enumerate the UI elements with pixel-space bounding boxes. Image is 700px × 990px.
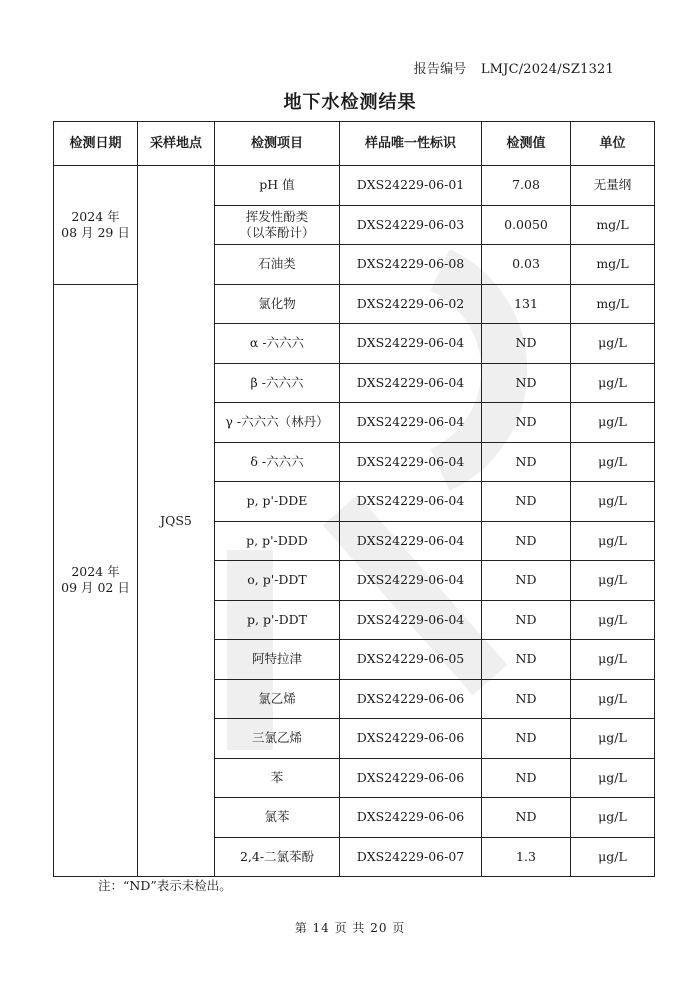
item-cell: 2,4-二氯苯酚 xyxy=(215,837,340,877)
unit-cell: μg/L xyxy=(571,719,655,759)
sample-id-cell: DXS24229-06-01 xyxy=(340,166,482,206)
value-cell: ND xyxy=(482,403,571,443)
item-cell: 阿特拉津 xyxy=(215,640,340,680)
sample-id-cell: DXS24229-06-04 xyxy=(340,561,482,601)
sample-id-cell: DXS24229-06-04 xyxy=(340,324,482,364)
sample-id-cell: DXS24229-06-06 xyxy=(340,758,482,798)
unit-cell: μg/L xyxy=(571,442,655,482)
sample-id-cell: DXS24229-06-04 xyxy=(340,403,482,443)
location-cell: JQS5 xyxy=(138,166,215,877)
footnote: 注：“ND”表示未检出。 xyxy=(98,878,232,893)
sample-id-cell: DXS24229-06-04 xyxy=(340,363,482,403)
report-number-value: LMJC/2024/SZ1321 xyxy=(480,62,614,77)
page-title: 地下水检测结果 xyxy=(283,92,417,113)
page-footer: 第 14 页 共 20 页 xyxy=(294,921,406,935)
unit-cell: mg/L xyxy=(571,245,655,285)
unit-cell: μg/L xyxy=(571,679,655,719)
item-cell: 苯 xyxy=(215,758,340,798)
value-cell: 0.03 xyxy=(482,245,571,285)
item-cell: 氯苯 xyxy=(215,798,340,838)
unit-cell: mg/L xyxy=(571,205,655,245)
unit-cell: μg/L xyxy=(571,482,655,522)
sample-id-cell: DXS24229-06-05 xyxy=(340,640,482,680)
item-cell: 石油类 xyxy=(215,245,340,285)
column-header-sample-id: 样品唯一性标识 xyxy=(340,122,482,166)
value-cell: ND xyxy=(482,719,571,759)
value-cell: ND xyxy=(482,798,571,838)
sample-id-cell: DXS24229-06-04 xyxy=(340,521,482,561)
unit-cell: μg/L xyxy=(571,363,655,403)
unit-cell: mg/L xyxy=(571,284,655,324)
unit-cell: μg/L xyxy=(571,403,655,443)
unit-cell: μg/L xyxy=(571,600,655,640)
unit-cell: 无量纲 xyxy=(571,166,655,206)
value-cell: 0.0050 xyxy=(482,205,571,245)
unit-cell: μg/L xyxy=(571,640,655,680)
sample-id-cell: DXS24229-06-04 xyxy=(340,482,482,522)
value-cell: ND xyxy=(482,758,571,798)
date-cell: 2024 年 08 月 29 日 xyxy=(54,166,138,285)
item-cell: p, p'-DDD xyxy=(215,521,340,561)
column-header-value: 检测值 xyxy=(482,122,571,166)
value-cell: 1.3 xyxy=(482,837,571,877)
value-cell: ND xyxy=(482,324,571,364)
column-header-item: 检测项目 xyxy=(215,122,340,166)
sample-id-cell: DXS24229-06-04 xyxy=(340,600,482,640)
item-cell: γ -六六六（林丹） xyxy=(215,403,340,443)
item-cell: pH 值 xyxy=(215,166,340,206)
item-cell: 三氯乙烯 xyxy=(215,719,340,759)
value-cell: ND xyxy=(482,482,571,522)
sample-id-cell: DXS24229-06-03 xyxy=(340,205,482,245)
sample-id-cell: DXS24229-06-07 xyxy=(340,837,482,877)
sample-id-cell: DXS24229-06-08 xyxy=(340,245,482,285)
unit-cell: μg/L xyxy=(571,324,655,364)
sample-id-cell: DXS24229-06-04 xyxy=(340,442,482,482)
sample-id-cell: DXS24229-06-06 xyxy=(340,798,482,838)
results-table xyxy=(53,121,655,877)
item-cell: β -六六六 xyxy=(215,363,340,403)
item-cell: α -六六六 xyxy=(215,324,340,364)
column-header-unit: 单位 xyxy=(571,122,655,166)
report-number-label: 报告编号 xyxy=(413,62,467,77)
column-header-date: 检测日期 xyxy=(54,122,138,166)
column-header-location: 采样地点 xyxy=(138,122,215,166)
report-number xyxy=(414,58,614,77)
sample-id-cell: DXS24229-06-06 xyxy=(340,719,482,759)
item-cell: p, p'-DDT xyxy=(215,600,340,640)
item-cell: 氯化物 xyxy=(215,284,340,324)
value-cell: ND xyxy=(482,363,571,403)
value-cell: ND xyxy=(482,640,571,680)
item-cell: o, p'-DDT xyxy=(215,561,340,601)
unit-cell: μg/L xyxy=(571,798,655,838)
table-row xyxy=(54,166,655,206)
unit-cell: μg/L xyxy=(571,521,655,561)
item-cell: p, p'-DDE xyxy=(215,482,340,522)
item-cell: δ -六六六 xyxy=(215,442,340,482)
sample-id-cell: DXS24229-06-06 xyxy=(340,679,482,719)
unit-cell: μg/L xyxy=(571,758,655,798)
value-cell: ND xyxy=(482,679,571,719)
value-cell: 131 xyxy=(482,284,571,324)
unit-cell: μg/L xyxy=(571,837,655,877)
value-cell: 7.08 xyxy=(482,166,571,206)
item-cell: 氯乙烯 xyxy=(215,679,340,719)
value-cell: ND xyxy=(482,442,571,482)
date-cell: 2024 年 09 月 02 日 xyxy=(54,284,138,877)
sample-id-cell: DXS24229-06-02 xyxy=(340,284,482,324)
value-cell: ND xyxy=(482,521,571,561)
item-cell: 挥发性酚类 （以苯酚计） xyxy=(215,205,340,245)
unit-cell: μg/L xyxy=(571,561,655,601)
value-cell: ND xyxy=(482,600,571,640)
value-cell: ND xyxy=(482,561,571,601)
table-header-row xyxy=(54,122,655,166)
